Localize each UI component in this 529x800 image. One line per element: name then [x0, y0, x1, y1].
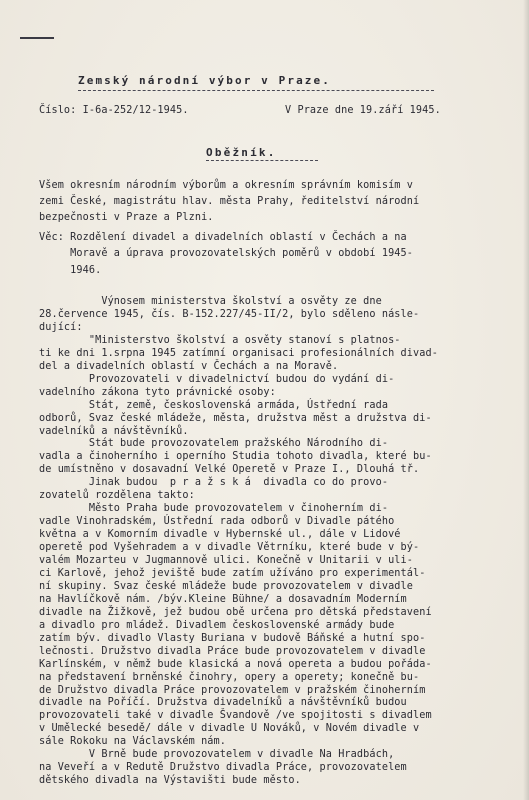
body-line: divadle na Žižkově, jež budou obě určena pro dětská představení: [39, 606, 432, 618]
scan-edge-shadow: [523, 0, 529, 800]
body-line: Stát bude provozovatelem pražského Národního di-: [39, 438, 389, 450]
heading-underline: [206, 160, 318, 161]
body-line: vadelníků a návštěvníků.: [39, 425, 189, 437]
address-line: zemi České, magistrátu hlav. města Prahy, ředitelství národní: [39, 196, 420, 208]
body-line: de Družstvo divadla Práce provozovatelem v pražském činoherním: [39, 684, 426, 696]
body-line: valém Mozarteu v Jugmannově ulici. Konečně v Unitarii v uli-: [39, 555, 414, 566]
body-line: Stát, země, československá armáda, Ústřední rada: [39, 399, 389, 411]
body-line: divadle na Poříčí. Družstva divadelníků a návštěvníků budou: [39, 697, 407, 709]
body-line: sále Rokoku na Václavském nám.: [39, 736, 227, 748]
body-line: na Havlíčkově nám. /býv.Kleine Bühne/ a dosavadním Moderním: [39, 593, 407, 605]
body-line: Jinak budou p r a ž s k á divadla co do provo-: [39, 477, 389, 489]
subject-line: Moravě a úprava provozovatelských poměrů v období 1945-: [39, 248, 414, 260]
body-line: de umístněno v dosavadní Velké Operetě v Praze I., Dlouhá tř.: [39, 464, 420, 476]
body-line: Město Praha bude provozovatelem v činoherním di-: [39, 503, 389, 515]
body-line: Provozovateli v divadelnictví budou do vydání di-: [39, 373, 395, 385]
subject-line: 1946.: [39, 264, 102, 276]
title-underline: [78, 90, 434, 91]
issue-date: V Praze dne 19.září 1945.: [285, 105, 441, 116]
body-line: "Ministerstvo školství a osvěty stanoví s platnos-: [39, 334, 401, 346]
body-line: V Brně bude provozovatelem v divadle Na Hradbách,: [39, 749, 395, 761]
body-line: vadelního zákona tyto právnické osoby:: [39, 386, 276, 398]
margin-dash-mark: [20, 37, 54, 39]
body-line: vadle Vinohradském, Ústřední rada odborů v Divadle pátého: [39, 516, 395, 528]
body-line: Výnosem ministerstva školství a osvěty ze dne: [39, 296, 382, 307]
issuer-title: Zemský národní výbor v Praze.: [78, 74, 331, 87]
body-line: dětského divadla na Výstavišti bude město.: [39, 775, 301, 787]
body-line: vadla a činoherního i operního Studia tohoto divadla, které bu-: [39, 451, 432, 463]
body-line: odborů, Svaz české mládeže, města, družstva měst a družstva di-: [39, 412, 432, 424]
body-line: na Veveří a v Redutě Družstvo divadla Práce, provozovatelem: [39, 762, 407, 774]
body-line: ti ke dni 1.srpna 1945 zatímní organisaci profesionálních divad-: [39, 347, 438, 359]
reference-number: Číslo: I-6a-252/12-1945.: [39, 105, 189, 116]
body-line: provozovateli také v divadle Švandově /ve spojitosti s divadlem: [39, 710, 432, 722]
address-line: bezpečnosti v Praze a Plzni.: [39, 212, 214, 224]
body-line: a divadlo pro mládež. Divadlem československé armády bude: [39, 619, 395, 631]
body-line: na představení brněnské činohry, opery a operety; konečně bu-: [39, 671, 420, 683]
document-heading: Oběžník.: [206, 146, 277, 159]
body-line: operetě pod Vyšehradem a v divadle Větrníku, které bude v bý-: [39, 542, 420, 554]
body-line: Karlínském, v němž bude klasická a nová opereta a budou pořáda-: [39, 658, 432, 670]
body-line: zovatelů rozdělena takto:: [39, 490, 195, 502]
subject-line: Věc: Rozdělení divadel a divadelních oblastí v Čechách a na: [39, 232, 407, 243]
body-line: del a divadelních oblastí v Čechách a na Moravě.: [39, 360, 339, 372]
body-line: ní skupiny. Svaz české mládeže bude provozovatelem v divadle: [39, 580, 414, 592]
body-line: 28.července 1945, čís. B-152.227/45-II/2, bylo sděleno násle-: [39, 308, 420, 320]
body-line: zatím býv. divadlo Vlasty Buriana v budově Báňské a hutní spo-: [39, 632, 426, 644]
body-line: dující:: [39, 321, 83, 333]
body-line: lečnosti. Družstvo divadla Práce bude provozovatelem v divadle: [39, 645, 426, 657]
body-line: května a v Komorním divadle v Hybernské ul., dále v Lidové: [39, 529, 401, 541]
body-line: ci Karlově, jehož jeviště bude zatím užíváno pro experimentál-: [39, 567, 426, 579]
body-line: v Umělecké besedě/ dále v divadle U Nováků, v Novém divadle v: [39, 723, 420, 735]
address-line: Všem okresním národním výborům a okresním správním komisím v: [39, 180, 414, 191]
